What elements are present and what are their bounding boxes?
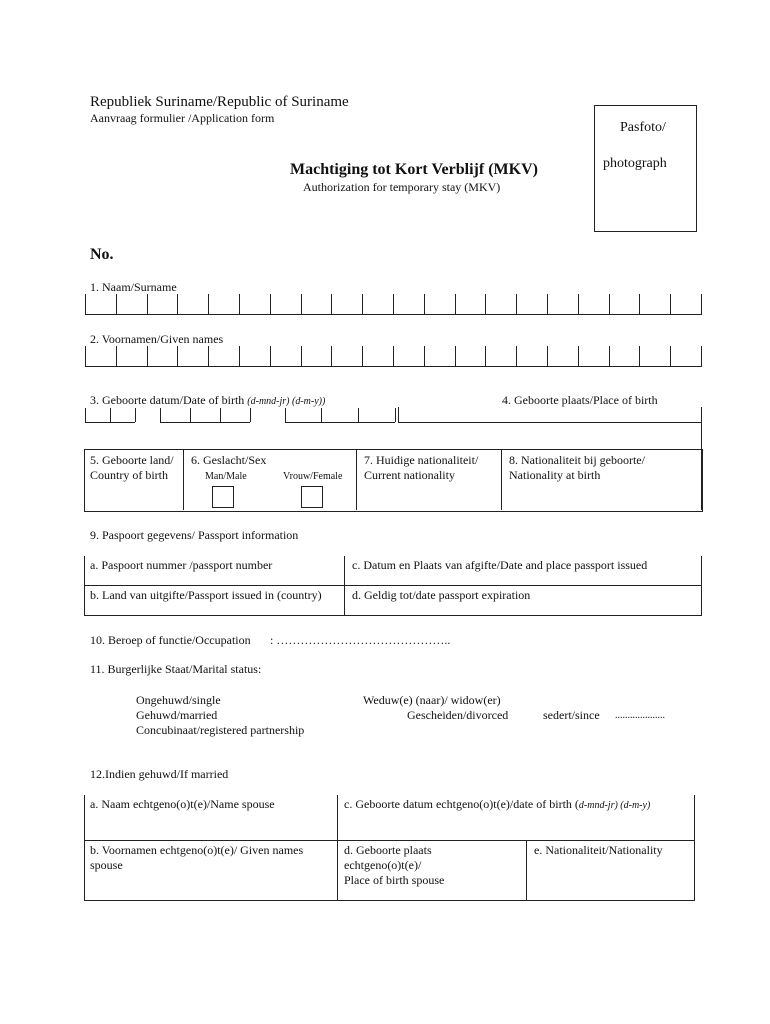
marital-single[interactable]: Ongehuwd/single [136,693,221,707]
char-box-divider [331,294,332,315]
char-box-divider [239,294,240,315]
nationality-label: 7. Huidige nationaliteit/ [364,453,479,467]
dob-label-text: 3. Geboorte datum/Date of birth [90,393,245,407]
dob-format: (d-mnd-jr) (d-m-y)) [247,396,326,407]
char-box-divider [270,346,271,367]
char-box-divider [393,294,394,315]
char-box-divider [147,294,148,315]
char-box-divider [516,294,517,315]
passport-issue-field[interactable]: c. Datum en Plaats van afgifte/Date and place passport issued [352,558,648,572]
char-box-divider [177,346,178,367]
spouse-dob-format: d-mnd-jr) (d-m-y) [578,800,651,811]
char-box-divider [85,346,86,367]
spouse-name-field[interactable]: a. Naam echtgeno(o)t(e)/Name spouse [90,797,275,811]
char-box-divider [301,346,302,367]
spouse-given-names-label-2: spouse [90,858,123,872]
spouse-pob-label-2: echtgeno(o)t(e)/ [344,858,422,872]
char-box-divider [147,346,148,367]
char-box-divider [639,294,640,315]
nationality-label-en: Current nationality [364,468,455,482]
marital-since-field[interactable]: .................... [615,710,665,721]
nationality-birth-label-en: Nationality at birth [509,468,601,482]
char-box-divider [701,346,702,367]
char-box-divider [393,346,394,367]
occupation-label: 10. Beroep of functie/Occupation [90,633,251,647]
male-label: Man/Male [205,471,247,482]
char-box-divider [424,294,425,315]
sex-label: 6. Geslacht/Sex [191,453,267,467]
char-box-divider [670,294,671,315]
country-heading: Republiek Suriname/Republic of Suriname [90,94,349,110]
char-box-divider [362,346,363,367]
char-box-divider [609,294,610,315]
marital-widow[interactable]: Weduw(e) (naar)/ widow(er) [363,693,501,707]
char-box-divider [455,294,456,315]
dob-label [90,393,325,408]
char-box-divider [270,294,271,315]
char-box-divider [239,346,240,367]
spouse-nationality-field[interactable]: e. Nationaliteit/Nationality [534,843,663,857]
spouse-dob-field[interactable] [344,797,650,812]
country-birth-label: 5. Geboorte land/ [90,453,174,467]
char-box-divider [547,294,548,315]
pob-label: 4. Geboorte plaats/Place of birth [502,393,658,407]
char-box-divider [208,294,209,315]
marital-heading: 11. Burgerlijke Staat/Marital status: [90,662,262,676]
char-box-divider [670,346,671,367]
female-checkbox[interactable] [301,486,323,508]
char-box-divider [578,294,579,315]
surname-label: 1. Naam/Surname [90,280,177,294]
passport-number-field[interactable]: a. Paspoort nummer /passport number [90,558,273,572]
marital-since-label: sedert/since [543,708,600,722]
char-box-divider [455,346,456,367]
marital-partner[interactable]: Concubinaat/registered partnership [136,723,305,737]
photo-label-en: photograph [603,156,667,171]
number-label: No. [90,246,114,263]
char-box-divider [301,294,302,315]
passport-country-field[interactable]: b. Land van uitgifte/Passport issued in (country) [90,588,322,602]
char-box-divider [485,294,486,315]
char-box-divider [547,346,548,367]
char-box-divider [177,294,178,315]
char-box-divider [116,346,117,367]
char-box-divider [516,346,517,367]
char-box-divider [424,346,425,367]
marital-married[interactable]: Gehuwd/married [136,708,218,722]
spouse-heading: 12.Indien gehuwd/If married [90,767,229,781]
country-birth-label-en: Country of birth [90,468,168,482]
spouse-pob-label-3: Place of birth spouse [344,873,445,887]
char-box-divider [639,346,640,367]
char-box-divider [485,346,486,367]
char-box-divider [116,294,117,315]
nationality-birth-label: 8. Nationaliteit bij geboorte/ [509,453,645,467]
spouse-pob-field[interactable]: d. Geboorte plaats [344,843,432,857]
male-checkbox[interactable] [212,486,234,508]
marital-divorced[interactable]: Gescheiden/divorced [407,708,509,722]
form-title: Machtiging tot Kort Verblijf (MKV) [290,161,538,178]
char-box-divider [362,294,363,315]
spouse-dob-label: c. Geboorte datum echtgeno(o)t(e)/date of birth ( [344,797,579,811]
form-type: Aanvraag formulier /Application form [90,111,275,125]
passport-expiry-field[interactable]: d. Geldig tot/date passport expiration [352,588,531,602]
char-box-divider [701,294,702,315]
photo-label: Pasfoto/ [620,120,666,135]
passport-heading: 9. Paspoort gegevens/ Passport information [90,528,299,542]
char-box-divider [85,294,86,315]
given-names-label: 2. Voornamen/Given names [90,332,224,346]
char-box-divider [208,346,209,367]
form-subtitle: Authorization for temporary stay (MKV) [303,180,501,194]
female-label: Vrouw/Female [283,471,343,482]
char-box-divider [609,346,610,367]
spouse-given-names-field[interactable]: b. Voornamen echtgeno(o)t(e)/ Given names [90,843,304,857]
occupation-field[interactable]: : …………………………………….. [270,633,451,647]
char-box-divider [331,346,332,367]
char-box-divider [578,346,579,367]
